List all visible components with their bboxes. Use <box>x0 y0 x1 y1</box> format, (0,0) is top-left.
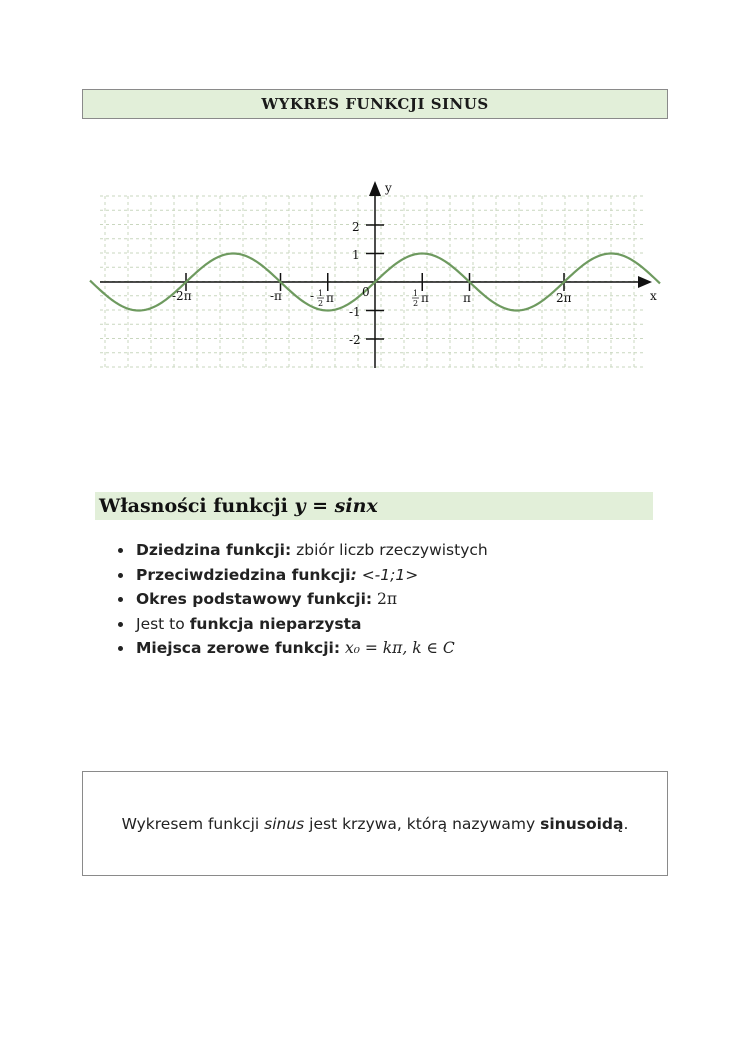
property-prefix: Jest to <box>136 614 190 633</box>
list-item <box>134 612 488 637</box>
list-item <box>134 563 488 588</box>
property-label: Miejsca zerowe funkcji: <box>136 639 341 657</box>
y-tick-label-neg2: -2 <box>349 333 361 347</box>
properties-title-prefix: Własności funkcji <box>99 495 295 517</box>
x-tick-label-two-pi: 2π <box>556 291 572 305</box>
x-tick-label-neg-half-minus: - <box>310 289 315 303</box>
list-item <box>134 587 488 612</box>
property-label: Przeciwdziedzina funkcji <box>136 565 351 584</box>
y-axis-label: y <box>385 181 392 195</box>
x-tick-label-neg-half-den: 2 <box>318 299 324 308</box>
x-tick-label-neg-half-num: 1 <box>318 289 324 298</box>
x-tick-label-half-num: 1 <box>413 289 419 298</box>
y-tick-label-neg1: -1 <box>349 305 361 319</box>
definition-part: . <box>623 814 629 833</box>
definition-italic: sinus <box>264 814 305 833</box>
x-tick-label-half-den: 2 <box>413 299 419 308</box>
definition-part: jest krzywa, którą nazywamy <box>304 814 541 833</box>
page-title: WYKRES FUNKCJI SINUS <box>261 95 489 113</box>
x-tick-label-half-pi: π <box>421 291 429 305</box>
sine-graph <box>0 0 750 420</box>
property-colon: : <box>350 565 357 584</box>
property-value: zbiór liczb rzeczywistych <box>291 541 488 559</box>
property-label: Okres podstawowy funkcji: <box>136 590 373 608</box>
x-axis-label: x <box>650 289 657 303</box>
y-tick-label-1: 1 <box>352 248 360 262</box>
definition-bold: sinusoidą <box>540 814 624 833</box>
list-item <box>134 538 488 563</box>
y-tick-label-2: 2 <box>352 220 360 234</box>
properties-title-formula: y = sinx <box>294 495 378 517</box>
origin-label: 0 <box>362 285 370 299</box>
properties-title <box>95 495 378 517</box>
property-value: <-1;1> <box>356 565 419 584</box>
definition-part: Wykresem funkcji <box>121 814 265 833</box>
properties-list <box>110 538 488 661</box>
x-tick-label-neg-pi: -π <box>270 289 282 303</box>
property-label: funkcja nieparzysta <box>189 614 362 633</box>
x-tick-label-neg-two-pi: -2π <box>172 289 192 303</box>
y-axis-arrow <box>369 181 381 196</box>
x-axis-arrow <box>638 276 652 288</box>
list-item <box>134 636 488 661</box>
definition-text <box>122 815 629 833</box>
x-tick-label-pi: π <box>463 291 471 305</box>
properties-heading <box>95 492 653 520</box>
x-tick-label-neg-half-pi: π <box>326 291 334 305</box>
graph-axes <box>100 181 652 368</box>
property-value: 2π <box>372 590 398 608</box>
definition-box <box>82 771 668 876</box>
property-value: x₀ = kπ, k ∈ C <box>340 639 455 657</box>
property-label: Dziedzina funkcji: <box>136 541 292 559</box>
